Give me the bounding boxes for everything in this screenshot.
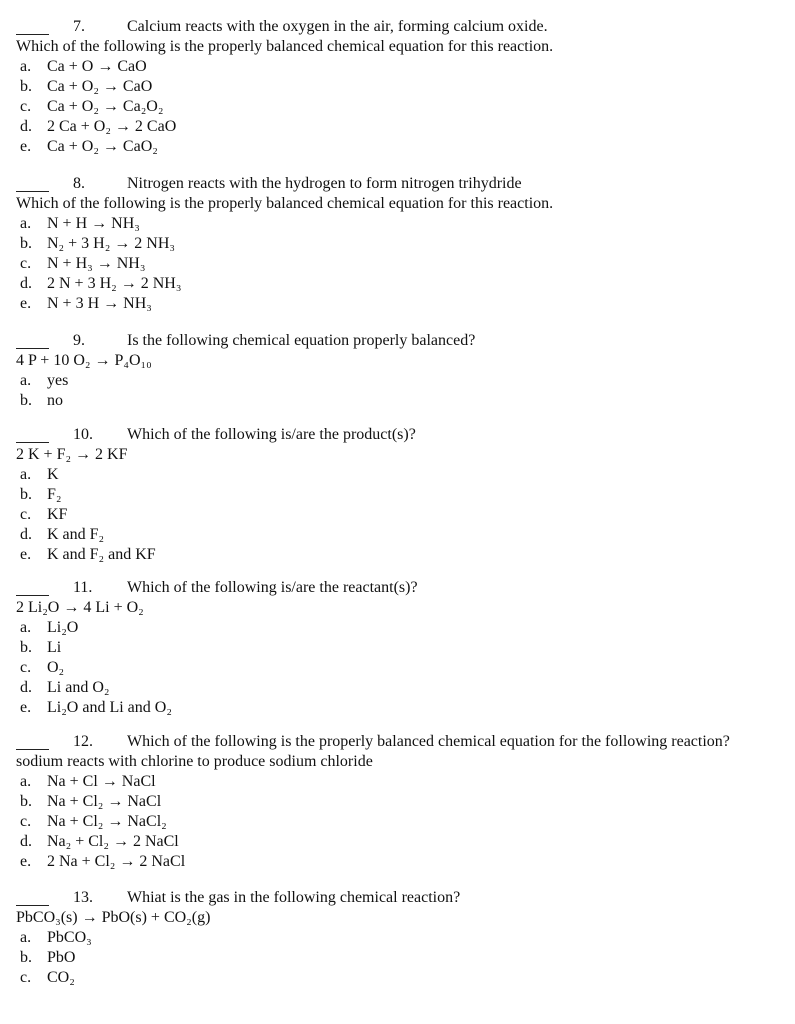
option-a bbox=[16, 371, 786, 391]
option-d bbox=[16, 274, 786, 294]
question-text: Calcium reacts with the oxygen in the air, forming calcium oxide. bbox=[127, 18, 548, 35]
option-letter: e. bbox=[20, 853, 32, 870]
option-text: Li₂O and Li and O₂ bbox=[47, 699, 172, 716]
question-number: 11. bbox=[73, 579, 93, 596]
question-8 bbox=[16, 174, 786, 314]
option-letter: b. bbox=[20, 235, 32, 252]
question-number: 8. bbox=[73, 175, 85, 192]
question-10 bbox=[16, 425, 786, 565]
chemical-equation: 2 Li₂O → 4 Li + O₂ bbox=[16, 599, 144, 616]
option-text: PbCO₃ bbox=[47, 929, 92, 946]
option-e bbox=[16, 852, 786, 872]
question-text: Which of the following is/are the reactant(s)? bbox=[127, 579, 418, 596]
option-text: Ca + O → CaO bbox=[47, 58, 147, 75]
option-letter: b. bbox=[20, 486, 32, 503]
question-text: Which of the following is/are the product(s)? bbox=[127, 426, 416, 443]
option-text: 2 Ca + O₂ → 2 CaO bbox=[47, 118, 177, 135]
question-7 bbox=[16, 17, 786, 157]
option-text: N + H → NH₃ bbox=[47, 215, 140, 232]
option-a bbox=[16, 928, 786, 948]
option-letter: e. bbox=[20, 699, 32, 716]
option-text: O₂ bbox=[47, 659, 65, 676]
option-b bbox=[16, 638, 786, 658]
question-number: 12. bbox=[73, 733, 93, 750]
question-header bbox=[16, 17, 786, 37]
question-prompt: Which of the following is the properly balanced chemical equation for this reaction. bbox=[16, 38, 554, 55]
question-number: 10. bbox=[73, 426, 93, 443]
option-d bbox=[16, 832, 786, 852]
option-text: PbO bbox=[47, 949, 76, 966]
option-text: yes bbox=[47, 372, 69, 389]
option-letter: d. bbox=[20, 526, 32, 543]
answer-blank[interactable] bbox=[16, 905, 49, 906]
option-a bbox=[16, 772, 786, 792]
question-header bbox=[16, 174, 786, 194]
answer-blank[interactable] bbox=[16, 749, 49, 750]
option-a bbox=[16, 618, 786, 638]
option-text: Ca + O₂ → CaO bbox=[47, 78, 153, 95]
option-letter: b. bbox=[20, 392, 32, 409]
option-text: CO₂ bbox=[47, 969, 75, 986]
option-text: 2 N + 3 H₂ → 2 NH₃ bbox=[47, 275, 182, 292]
option-letter: b. bbox=[20, 78, 32, 95]
option-text: no bbox=[47, 392, 63, 409]
question-text: Nitrogen reacts with the hydrogen to form nitrogen trihydride bbox=[127, 175, 522, 192]
option-text: Ca + O₂ → Ca₂O₂ bbox=[47, 98, 164, 115]
option-c bbox=[16, 97, 786, 117]
answer-blank[interactable] bbox=[16, 34, 49, 35]
option-text: 2 Na + Cl₂ → 2 NaCl bbox=[47, 853, 186, 870]
option-e bbox=[16, 545, 786, 565]
option-b bbox=[16, 77, 786, 97]
option-letter: e. bbox=[20, 546, 32, 563]
option-letter: c. bbox=[20, 969, 32, 986]
option-letter: c. bbox=[20, 813, 32, 830]
option-letter: d. bbox=[20, 275, 32, 292]
question-11 bbox=[16, 578, 786, 718]
question-number: 9. bbox=[73, 332, 85, 349]
option-text: N + 3 H → NH₃ bbox=[47, 295, 152, 312]
option-c bbox=[16, 812, 786, 832]
question-12 bbox=[16, 732, 786, 872]
option-letter: b. bbox=[20, 639, 32, 656]
option-letter: c. bbox=[20, 506, 32, 523]
option-text: Ca + O₂ → CaO₂ bbox=[47, 138, 158, 155]
question-header bbox=[16, 578, 786, 598]
option-letter: a. bbox=[20, 372, 32, 389]
option-letter: a. bbox=[20, 619, 32, 636]
chemical-equation: PbCO₃(s) → PbO(s) + CO₂(g) bbox=[16, 909, 211, 926]
question-number: 7. bbox=[73, 18, 85, 35]
option-letter: b. bbox=[20, 949, 32, 966]
option-text: KF bbox=[47, 506, 68, 523]
option-letter: c. bbox=[20, 98, 32, 115]
option-d bbox=[16, 525, 786, 545]
option-letter: e. bbox=[20, 295, 32, 312]
option-c bbox=[16, 254, 786, 274]
option-b bbox=[16, 234, 786, 254]
option-letter: a. bbox=[20, 466, 32, 483]
option-c bbox=[16, 968, 786, 988]
question-header bbox=[16, 888, 786, 908]
option-text: N + H₃ → NH₃ bbox=[47, 255, 146, 272]
answer-blank[interactable] bbox=[16, 595, 49, 596]
option-e bbox=[16, 698, 786, 718]
question-text: Whiat is the gas in the following chemical reaction? bbox=[127, 889, 461, 906]
chemical-equation: 2 K + F₂ → 2 KF bbox=[16, 446, 128, 463]
option-b bbox=[16, 948, 786, 968]
option-letter: e. bbox=[20, 138, 32, 155]
option-b bbox=[16, 485, 786, 505]
question-9 bbox=[16, 331, 786, 411]
question-text: Is the following chemical equation properly balanced? bbox=[127, 332, 476, 349]
question-text: Which of the following is the properly balanced chemical equation for the following reaction? bbox=[127, 733, 730, 750]
question-header bbox=[16, 732, 786, 752]
chemical-equation: 4 P + 10 O₂ → P₄O₁₀ bbox=[16, 352, 152, 369]
question-header bbox=[16, 425, 786, 445]
option-text: K bbox=[47, 466, 59, 483]
option-text: Na₂ + Cl₂ → 2 NaCl bbox=[47, 833, 179, 850]
question-header bbox=[16, 331, 786, 351]
option-text: N₂ + 3 H₂ → 2 NH₃ bbox=[47, 235, 175, 252]
option-letter: c. bbox=[20, 659, 32, 676]
option-text: K and F₂ and KF bbox=[47, 546, 156, 563]
answer-blank[interactable] bbox=[16, 191, 49, 192]
option-letter: c. bbox=[20, 255, 32, 272]
option-c bbox=[16, 658, 786, 678]
option-e bbox=[16, 137, 786, 157]
option-b bbox=[16, 792, 786, 812]
question-prompt: sodium reacts with chlorine to produce sodium chloride bbox=[16, 753, 373, 770]
option-text: Li and O₂ bbox=[47, 679, 110, 696]
question-13 bbox=[16, 888, 786, 988]
option-text: F₂ bbox=[47, 486, 62, 503]
option-letter: d. bbox=[20, 679, 32, 696]
option-a bbox=[16, 465, 786, 485]
option-a bbox=[16, 57, 786, 77]
option-letter: a. bbox=[20, 773, 32, 790]
option-b bbox=[16, 391, 786, 411]
option-text: Li₂O bbox=[47, 619, 79, 636]
option-a bbox=[16, 214, 786, 234]
option-d bbox=[16, 117, 786, 137]
option-d bbox=[16, 678, 786, 698]
answer-blank[interactable] bbox=[16, 442, 49, 443]
option-text: Li bbox=[47, 639, 62, 656]
option-text: Na + Cl → NaCl bbox=[47, 773, 156, 790]
option-letter: a. bbox=[20, 58, 32, 75]
answer-blank[interactable] bbox=[16, 348, 49, 349]
option-text: K and F₂ bbox=[47, 526, 105, 543]
option-letter: a. bbox=[20, 929, 32, 946]
option-c bbox=[16, 505, 786, 525]
option-letter: d. bbox=[20, 118, 32, 135]
question-number: 13. bbox=[73, 889, 93, 906]
question-prompt: Which of the following is the properly balanced chemical equation for this reaction. bbox=[16, 195, 554, 212]
option-e bbox=[16, 294, 786, 314]
option-text: Na + Cl₂ → NaCl bbox=[47, 793, 162, 810]
option-letter: b. bbox=[20, 793, 32, 810]
option-letter: d. bbox=[20, 833, 32, 850]
option-text: Na + Cl₂ → NaCl₂ bbox=[47, 813, 167, 830]
option-letter: a. bbox=[20, 215, 32, 232]
